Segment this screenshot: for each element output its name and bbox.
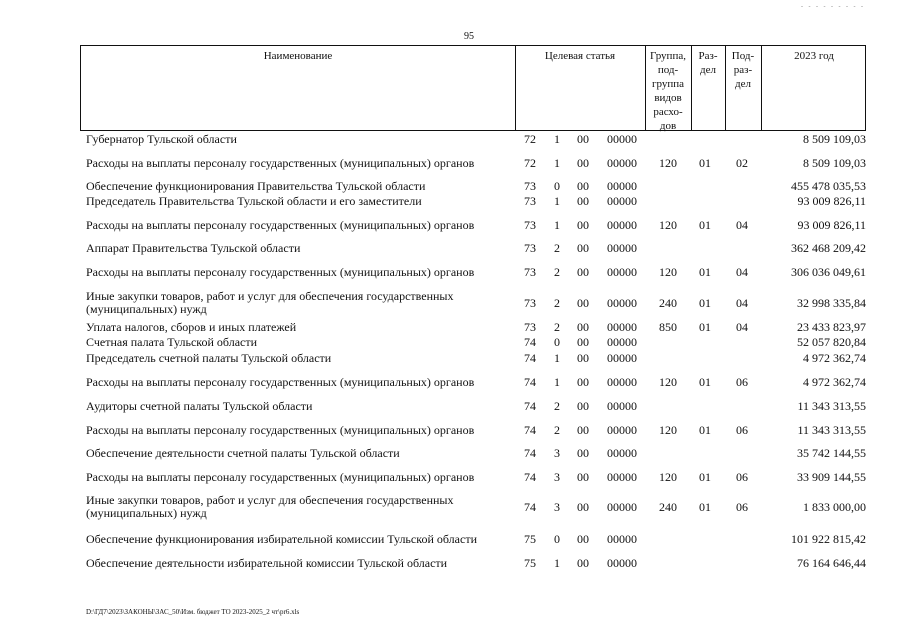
header-section: Раз-дел — [698, 50, 718, 76]
row-code: 00000 — [607, 265, 637, 279]
row-subprogram: 1 — [554, 132, 560, 146]
footer-path: D:\ГД7\2023\ЗАКОНЫ\ЗАС_50\Изм. бюджет ТО 2023-2025_2 чт\pr6.xls — [86, 608, 300, 616]
row-program: 73 — [524, 265, 536, 279]
row-name: Председатель счетной палаты Тульской области — [86, 351, 332, 365]
row-section: 01 — [699, 296, 711, 310]
row-code: 00000 — [607, 132, 637, 146]
row-name: Иные закупки товаров, работ и услуг для обеспечения государственных (муниципальных) нужд — [86, 289, 454, 316]
row-program: 72 — [524, 156, 536, 170]
row-section: 01 — [699, 423, 711, 437]
row-direction: 00 — [577, 132, 589, 146]
row-name: Расходы на выплаты персоналу государственных (муниципальных) органов — [86, 218, 475, 232]
row-code: 00000 — [607, 179, 637, 193]
row-code: 00000 — [607, 218, 637, 232]
row-section: 01 — [699, 320, 711, 334]
row-program: 73 — [524, 179, 536, 193]
row-direction: 00 — [577, 399, 589, 413]
row-name: Расходы на выплаты персоналу государственных (муниципальных) органов — [86, 375, 475, 389]
row-direction: 00 — [577, 470, 589, 484]
divider-group — [645, 46, 646, 130]
row-amount: 4 972 362,74 — [803, 351, 866, 365]
row-direction: 00 — [577, 446, 589, 460]
row-program: 74 — [524, 375, 536, 389]
row-code: 00000 — [607, 446, 637, 460]
row-amount: 4 972 362,74 — [803, 375, 866, 389]
row-direction: 00 — [577, 296, 589, 310]
row-subsection: 06 — [736, 500, 748, 514]
row-subprogram: 0 — [554, 532, 560, 546]
row-program: 74 — [524, 500, 536, 514]
row-code: 00000 — [607, 351, 637, 365]
row-amount: 93 009 826,11 — [797, 194, 866, 208]
row-direction: 00 — [577, 532, 589, 546]
row-subsection: 04 — [736, 320, 748, 334]
row-direction: 00 — [577, 194, 589, 208]
row-section: 01 — [699, 218, 711, 232]
row-amount: 8 509 109,03 — [803, 132, 866, 146]
row-code: 00000 — [607, 470, 637, 484]
row-expense-group: 120 — [659, 470, 677, 484]
row-program: 74 — [524, 446, 536, 460]
row-code: 00000 — [607, 556, 637, 570]
row-name: Обеспечение функционирования Правительства Тульской области — [86, 179, 426, 193]
row-subprogram: 1 — [554, 351, 560, 365]
row-subprogram: 1 — [554, 556, 560, 570]
row-subsection: 02 — [736, 156, 748, 170]
row-direction: 00 — [577, 335, 589, 349]
row-name: Аппарат Правительства Тульской области — [86, 241, 301, 255]
row-expense-group: 240 — [659, 500, 677, 514]
row-code: 00000 — [607, 335, 637, 349]
row-subprogram: 3 — [554, 500, 560, 514]
row-subsection: 06 — [736, 375, 748, 389]
row-program: 74 — [524, 335, 536, 349]
row-name: Расходы на выплаты персоналу государственных (муниципальных) органов — [86, 423, 475, 437]
corner-mark: - - - - - - - - - — [801, 4, 865, 10]
row-subprogram: 2 — [554, 399, 560, 413]
row-amount: 52 057 820,84 — [797, 335, 866, 349]
row-subsection: 04 — [736, 218, 748, 232]
row-program: 75 — [524, 532, 536, 546]
row-name: Аудиторы счетной палаты Тульской области — [86, 399, 313, 413]
row-amount: 23 433 823,97 — [797, 320, 866, 334]
row-subsection: 04 — [736, 265, 748, 279]
header-group: Группа, под-группа видов расхо-дов — [650, 50, 686, 132]
row-section: 01 — [699, 375, 711, 389]
row-section: 01 — [699, 500, 711, 514]
row-subprogram: 3 — [554, 470, 560, 484]
row-expense-group: 120 — [659, 375, 677, 389]
row-program: 74 — [524, 351, 536, 365]
row-program: 73 — [524, 296, 536, 310]
table-header — [80, 45, 866, 131]
row-subprogram: 2 — [554, 265, 560, 279]
row-name: Председатель Правительства Тульской области и его заместители — [86, 194, 422, 208]
row-expense-group: 120 — [659, 423, 677, 437]
row-name: Уплата налогов, сборов и иных платежей — [86, 320, 297, 334]
row-program: 73 — [524, 241, 536, 255]
divider-section — [691, 46, 692, 130]
row-name: Расходы на выплаты персоналу государственных (муниципальных) органов — [86, 156, 475, 170]
row-name: Расходы на выплаты персоналу государственных (муниципальных) органов — [86, 265, 475, 279]
row-direction: 00 — [577, 375, 589, 389]
row-code: 00000 — [607, 500, 637, 514]
row-direction: 00 — [577, 556, 589, 570]
row-subprogram: 1 — [554, 375, 560, 389]
row-name: Обеспечение функционирования избирательной комиссии Тульской области — [86, 532, 477, 546]
row-code: 00000 — [607, 423, 637, 437]
row-program: 74 — [524, 423, 536, 437]
row-name: Расходы на выплаты персоналу государственных (муниципальных) органов — [86, 470, 475, 484]
row-direction: 00 — [577, 320, 589, 334]
header-subsection: Под-раз-дел — [731, 50, 755, 90]
header-year: 2023 год — [794, 50, 834, 62]
row-subprogram: 1 — [554, 194, 560, 208]
header-target: Целевая статья — [544, 50, 616, 62]
row-amount: 8 509 109,03 — [803, 156, 866, 170]
row-amount: 33 909 144,55 — [797, 470, 866, 484]
row-name: Обеспечение деятельности счетной палаты Тульской области — [86, 446, 400, 460]
row-program: 72 — [524, 132, 536, 146]
row-section: 01 — [699, 156, 711, 170]
row-name: Счетная палата Тульской области — [86, 335, 258, 349]
row-direction: 00 — [577, 500, 589, 514]
row-section: 01 — [699, 470, 711, 484]
row-subsection: 06 — [736, 470, 748, 484]
row-code: 00000 — [607, 194, 637, 208]
row-amount: 93 009 826,11 — [797, 218, 866, 232]
row-code: 00000 — [607, 156, 637, 170]
row-amount: 11 343 313,55 — [797, 423, 866, 437]
row-code: 00000 — [607, 532, 637, 546]
row-subprogram: 3 — [554, 446, 560, 460]
divider-subsection — [725, 46, 726, 130]
row-subprogram: 1 — [554, 156, 560, 170]
header-name: Наименование — [263, 50, 333, 62]
row-program: 74 — [524, 470, 536, 484]
row-code: 00000 — [607, 296, 637, 310]
row-direction: 00 — [577, 241, 589, 255]
page-number: 95 — [464, 31, 474, 42]
row-amount: 35 742 144,55 — [797, 446, 866, 460]
row-expense-group: 120 — [659, 156, 677, 170]
row-expense-group: 120 — [659, 265, 677, 279]
row-amount: 11 343 313,55 — [797, 399, 866, 413]
row-amount: 32 998 335,84 — [797, 296, 866, 310]
row-subsection: 06 — [736, 423, 748, 437]
row-program: 73 — [524, 320, 536, 334]
row-program: 74 — [524, 399, 536, 413]
row-amount: 101 922 815,42 — [791, 532, 866, 546]
row-program: 73 — [524, 194, 536, 208]
row-expense-group: 120 — [659, 218, 677, 232]
row-direction: 00 — [577, 265, 589, 279]
row-section: 01 — [699, 265, 711, 279]
row-code: 00000 — [607, 375, 637, 389]
row-name: Губернатор Тульской области — [86, 132, 237, 146]
row-name: Иные закупки товаров, работ и услуг для обеспечения государственных (муниципальных) нужд — [86, 493, 454, 520]
row-code: 00000 — [607, 399, 637, 413]
row-direction: 00 — [577, 351, 589, 365]
row-amount: 455 478 035,53 — [791, 179, 866, 193]
row-program: 75 — [524, 556, 536, 570]
row-amount: 306 036 049,61 — [791, 265, 866, 279]
row-expense-group: 850 — [659, 320, 677, 334]
row-amount: 1 833 000,00 — [803, 500, 866, 514]
row-amount: 362 468 209,42 — [791, 241, 866, 255]
row-subprogram: 0 — [554, 335, 560, 349]
row-subsection: 04 — [736, 296, 748, 310]
row-direction: 00 — [577, 218, 589, 232]
row-direction: 00 — [577, 156, 589, 170]
row-subprogram: 2 — [554, 241, 560, 255]
row-amount: 76 164 646,44 — [797, 556, 866, 570]
row-code: 00000 — [607, 241, 637, 255]
row-name: Обеспечение деятельности избирательной комиссии Тульской области — [86, 556, 448, 570]
row-code: 00000 — [607, 320, 637, 334]
row-program: 73 — [524, 218, 536, 232]
row-expense-group: 240 — [659, 296, 677, 310]
row-subprogram: 2 — [554, 423, 560, 437]
row-subprogram: 2 — [554, 296, 560, 310]
row-subprogram: 1 — [554, 218, 560, 232]
row-direction: 00 — [577, 179, 589, 193]
row-direction: 00 — [577, 423, 589, 437]
row-subprogram: 2 — [554, 320, 560, 334]
row-subprogram: 0 — [554, 179, 560, 193]
